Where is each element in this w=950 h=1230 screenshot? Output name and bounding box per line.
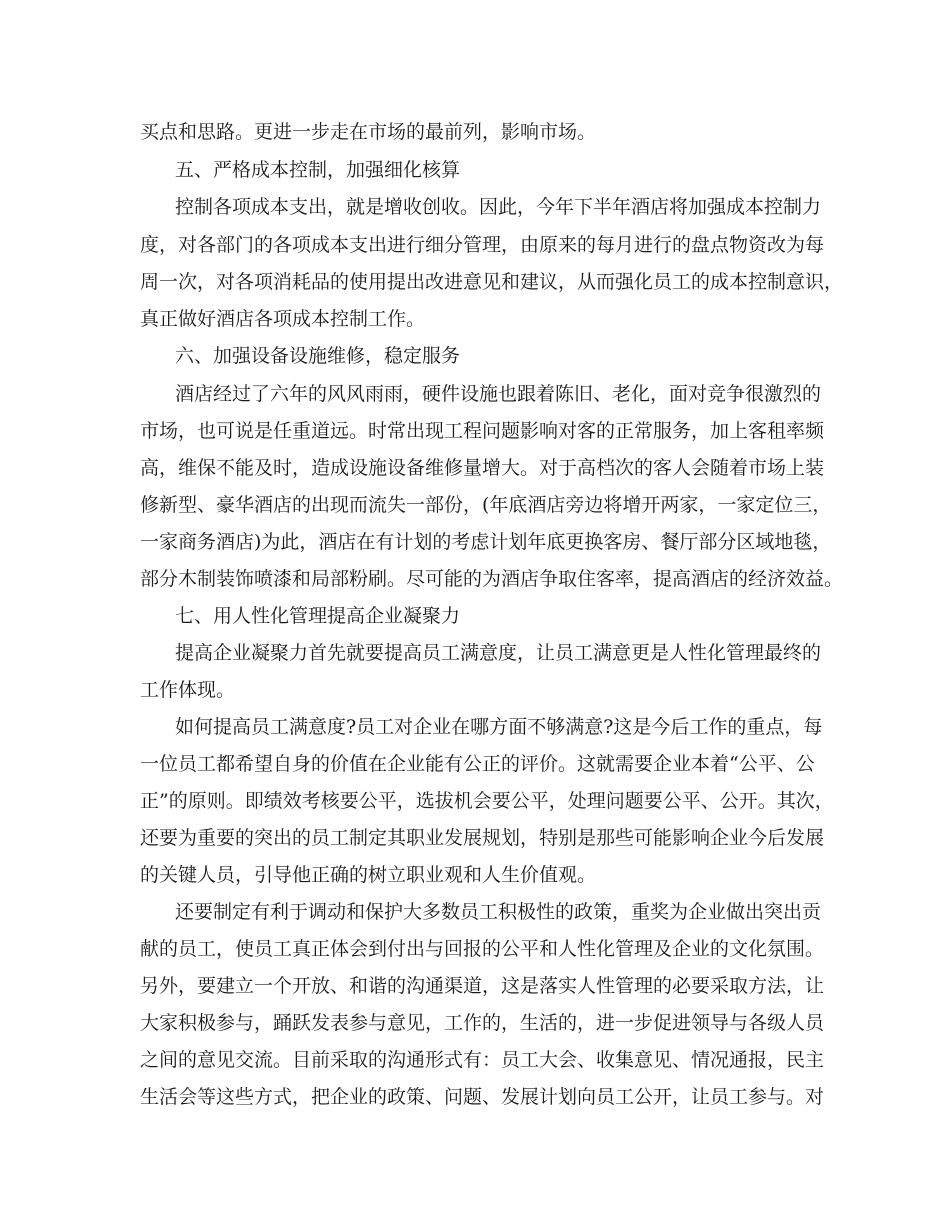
body-text-line: 的关键人员，引导他正确的树立职业观和人生价值观。 bbox=[140, 864, 597, 886]
section-heading-7: 七、用人性化管理提高企业凝聚力 bbox=[175, 605, 461, 627]
body-text-line: 另外，要建立一个开放、和谐的沟通渠道，这是落实人性管理的必要采取方法，让 bbox=[140, 975, 825, 997]
body-text-line: 度，对各部门的各项成本支出进行细分管理，由原来的每月进行的盘点物资改为每 bbox=[140, 234, 825, 256]
body-text-line: 周一次，对各项消耗品的使用提出改进意见和建议，从而强化员工的成本控制意识， bbox=[140, 271, 844, 293]
body-text-line: 生活会等这些方式，把企业的政策、问题、发展计划向员工公开，让员工参与。对 bbox=[140, 1086, 825, 1108]
body-text-line: 正”的原则。即绩效考核要公平，选拔机会要公平，处理问题要公平、公开。其次， bbox=[140, 790, 834, 812]
body-text-line: 之间的意见交流。目前采取的沟通形式有：员工大会、收集意见、情况通报，民主 bbox=[140, 1049, 825, 1071]
section-heading-6: 六、加强设备设施维修，稳定服务 bbox=[175, 345, 461, 367]
section-heading-5: 五、严格成本控制，加强细化核算 bbox=[175, 159, 461, 181]
paragraph-first-line: 控制各项成本支出，就是增收创收。因此，今年下半年酒店将加强成本控制力 bbox=[175, 196, 822, 218]
body-text-line: 一位员工都希望自身的价值在企业能有公正的评价。这就需要企业本着“公平、公 bbox=[140, 753, 815, 775]
body-text-line: 部分木制装饰喷漆和局部粉刷。尽可能的为酒店争取住客率，提高酒店的经济效益。 bbox=[140, 568, 844, 590]
body-text-line: 高，维保不能及时，造成设施设备维修量增大。对于高档次的客人会随着市场上装 bbox=[140, 457, 825, 479]
body-text-line: 一家商务酒店)为此，酒店在有计划的考虑计划年底更换客房、餐厅部分区域地毯， bbox=[140, 531, 832, 553]
body-text-line: 工作体现。 bbox=[140, 679, 236, 701]
body-text-line: 献的员工，使员工真正体会到付出与回报的公平和人性化管理及企业的文化氛围。 bbox=[140, 938, 825, 960]
body-text-line: 真正做好酒店各项成本控制工作。 bbox=[140, 308, 426, 330]
body-text-line: 还要为重要的突出的员工制定其职业发展规划，特别是那些可能影响企业今后发展 bbox=[140, 827, 825, 849]
body-text-line: 买点和思路。更进一步走在市场的最前列，影响市场。 bbox=[140, 121, 597, 143]
paragraph-first-line: 如何提高员工满意度?员工对企业在哪方面不够满意?这是今后工作的重点，每 bbox=[175, 716, 823, 738]
paragraph-first-line: 提高企业凝聚力首先就要提高员工满意度，让员工满意更是人性化管理最终的 bbox=[175, 642, 822, 664]
body-text-line: 修新型、豪华酒店的出现而流失一部份，(年底酒店旁边将增开两家，一家定位三， bbox=[140, 494, 832, 516]
paragraph-first-line: 还要制定有利于调动和保护大多数员工积极性的政策，重奖为企业做出突出贡 bbox=[175, 901, 822, 923]
paragraph-first-line: 酒店经过了六年的风风雨雨，硬件设施也跟着陈旧、老化，面对竞争很激烈的 bbox=[175, 383, 822, 405]
body-text-line: 市场，也可说是任重道远。时常出现工程问题影响对客的正常服务，加上客租率频 bbox=[140, 420, 825, 442]
body-text-line: 大家积极参与，踊跃发表参与意见，工作的，生活的，进一步促进领导与各级人员 bbox=[140, 1012, 825, 1034]
